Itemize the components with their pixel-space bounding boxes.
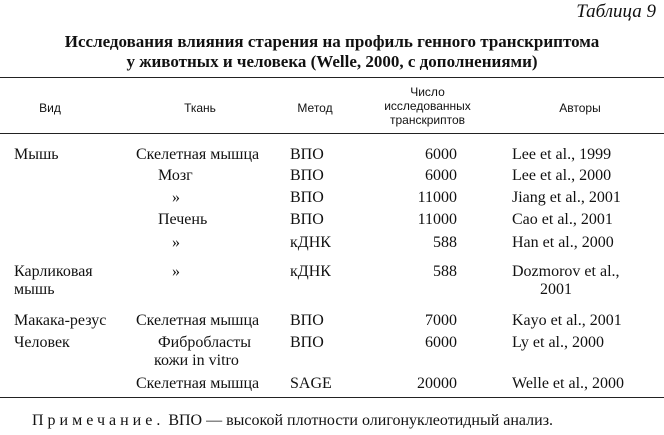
cell-count: 588 [433,263,457,280]
cell-method: SAGE [290,375,332,392]
note-label: Примечание. [32,412,165,429]
cell-authors: Ly et al., 2000 [512,334,604,351]
cell-authors: Jiang et al., 2001 [512,189,621,206]
cell-authors-line-2: 2001 [540,281,572,298]
table-bottom-rule [0,397,664,398]
cell-count: 6000 [425,167,457,184]
cell-method: ВПО [290,189,324,206]
cell-method: ВПО [290,167,324,184]
cell-method: ВПО [290,146,324,163]
cell-tissue: Скелетная мышца [136,146,260,163]
cell-species: Макака-резус [14,312,107,329]
cell-count: 588 [433,234,457,251]
cell-count: 11000 [417,211,457,228]
table-note [32,412,553,430]
title-line-1: Исследования влияния старения на профиль генного транскриптома [64,32,600,51]
cell-tissue-line-1: Фибробласты [158,334,252,351]
cell-species: Мышь [14,146,59,163]
header-tissue: Ткань [184,101,216,115]
cell-method: ВПО [290,211,324,228]
header-count-line-2: исследованных [384,99,471,113]
cell-tissue: Скелетная мышца [136,312,260,329]
table-top-rule [0,77,664,78]
cell-method: кДНК [290,234,331,251]
cell-authors-line-1: Dozmorov et al., [512,263,620,280]
cell-method: ВПО [290,312,324,329]
cell-authors: Kayo et al., 2001 [512,312,622,329]
note-text: ВПО — высокой плотности олигонуклеотидный анализ. [164,412,554,429]
header-authors: Авторы [559,101,601,115]
cell-tissue: Мозг [158,167,193,184]
cell-authors: Welle et al., 2000 [512,375,625,392]
cell-tissue: » [172,263,180,280]
cell-authors: Lee et al., 1999 [512,146,612,163]
header-count [370,85,485,127]
cell-authors: Lee et al., 2000 [512,167,612,184]
header-count-line-1: Число [410,85,445,99]
cell-authors: Cao et al., 2001 [512,211,613,228]
cell-count: 11000 [417,189,457,206]
cell-count: 6000 [425,146,457,163]
header-method: Метод [297,101,333,115]
header-species: Вид [39,101,61,115]
cell-method: ВПО [290,334,324,351]
cell-tissue: Печень [158,211,208,228]
cell-method: кДНК [290,263,331,280]
cell-species-line-1: Карликовая [14,263,93,280]
cell-authors: Han et al., 2000 [512,234,614,251]
cell-tissue-line-2: кожи in vitro [154,352,239,369]
cell-count: 6000 [425,334,457,351]
cell-tissue: Скелетная мышца [136,375,260,392]
table-number: Таблица 9 [576,1,656,22]
title-line-2: у животных и человека (Welle, 2000, с дополнениями) [126,52,538,71]
cell-tissue: » [172,189,180,206]
header-count-line-3: транскриптов [389,113,465,127]
table-title [0,32,664,72]
cell-species: Человек [14,334,70,351]
header-bottom-rule [0,133,664,134]
cell-count: 7000 [425,312,457,329]
cell-species-line-2: мышь [14,281,55,298]
cell-tissue: » [172,234,180,251]
cell-count: 20000 [417,375,457,392]
